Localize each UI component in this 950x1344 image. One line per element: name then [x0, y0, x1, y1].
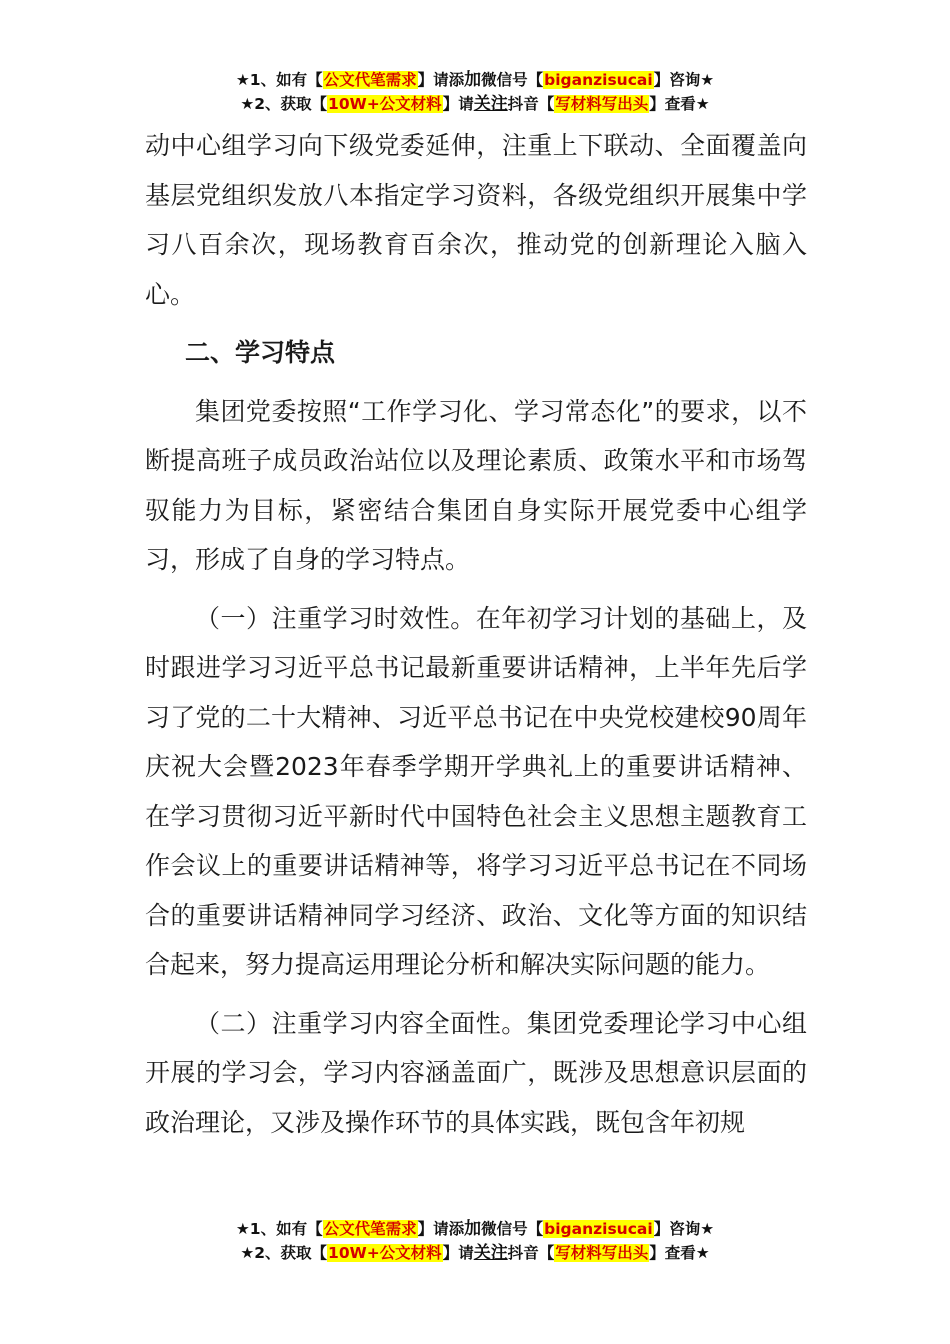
highlight-service: 公文代笔需求	[323, 71, 417, 89]
banner-text: 】请	[442, 1244, 474, 1262]
highlight-wechat-id: biganzisucai	[544, 71, 653, 89]
paragraph-point-2: （二）注重学习内容全面性。集团党委理论学习中心组开展的学习会，学习内容涵盖面广，既涉及思想意识层面的政治理论，又涉及操作环节的具体实践，既包含年初规	[145, 1008, 807, 1137]
banner-text: 】查看★	[649, 1244, 710, 1262]
banner-text: 抖音【	[507, 1244, 555, 1262]
highlight-douyin: 写材料写出头	[555, 1244, 649, 1262]
banner-text: 】咨询★	[653, 1220, 715, 1238]
section-heading: 二、学习特点	[185, 338, 336, 367]
paragraph-intro: 集团党委按照“工作学习化、学习常态化”的要求，以不断提高班子成员政治站位以及理论素质、政策水平和市场驾驭能力为目标，紧密结合集团自身实际开展党委中心组学习，形成了自身的学习特点。	[145, 396, 807, 574]
banner-text: ★1、如有【	[235, 1220, 323, 1238]
banner-text: 】咨询★	[653, 71, 715, 89]
highlight-douyin: 写材料写出头	[555, 95, 649, 113]
footer-banner	[0, 1217, 950, 1265]
banner-text: 微信号【	[481, 1220, 544, 1238]
banner-text: 】请	[442, 95, 474, 113]
header-banner	[0, 68, 950, 116]
banner-text: 】请添	[417, 1220, 465, 1238]
highlight-service: 公文代笔需求	[323, 1220, 417, 1238]
banner-text: 加	[464, 70, 482, 90]
banner-text: 加	[464, 1219, 482, 1239]
banner-text: 微信号【	[481, 71, 544, 89]
document-body	[145, 121, 807, 1147]
banner-text: 抖音【	[507, 95, 555, 113]
banner-line-2	[0, 1241, 950, 1265]
banner-line-1	[0, 68, 950, 92]
banner-text: ★2、获取【	[240, 95, 328, 113]
banner-line-1	[0, 1217, 950, 1241]
paragraph-continued: 动中心组学习向下级党委延伸，注重上下联动、全面覆盖向基层党组织发放八本指定学习资料，各级党组织开展集中学习八百余次，现场教育百余次，推动党的创新理论入脑入心。	[145, 131, 807, 309]
banner-text: 】请添	[417, 71, 465, 89]
banner-text: ★2、获取【	[240, 1244, 328, 1262]
banner-text: 关注	[473, 94, 508, 114]
banner-text: 】查看★	[649, 95, 710, 113]
highlight-materials: 10W+公文材料	[328, 95, 442, 113]
banner-line-2	[0, 92, 950, 116]
paragraph-point-1: （一）注重学习时效性。在年初学习计划的基础上，及时跟进学习习近平总书记最新重要讲话精神，上半年先后学习了党的二十大精神、习近平总书记在中央党校建校90周年庆祝大会暨2023年春季学期开学典礼上的重要讲话精神、在学习贯彻习近平新时代中国特色社会主义思想主题教育工作会议上的重要讲话精神等，将学习习近平总书记在不同场合的重要讲话精神同学习经济、政治、文化等方面的知识结合起来，努力提高运用理论分析和解决实际问题的能力。	[145, 603, 807, 979]
banner-text: 关注	[473, 1243, 508, 1263]
banner-text: ★1、如有【	[235, 71, 323, 89]
highlight-materials: 10W+公文材料	[328, 1244, 442, 1262]
highlight-wechat-id: biganzisucai	[544, 1220, 653, 1238]
